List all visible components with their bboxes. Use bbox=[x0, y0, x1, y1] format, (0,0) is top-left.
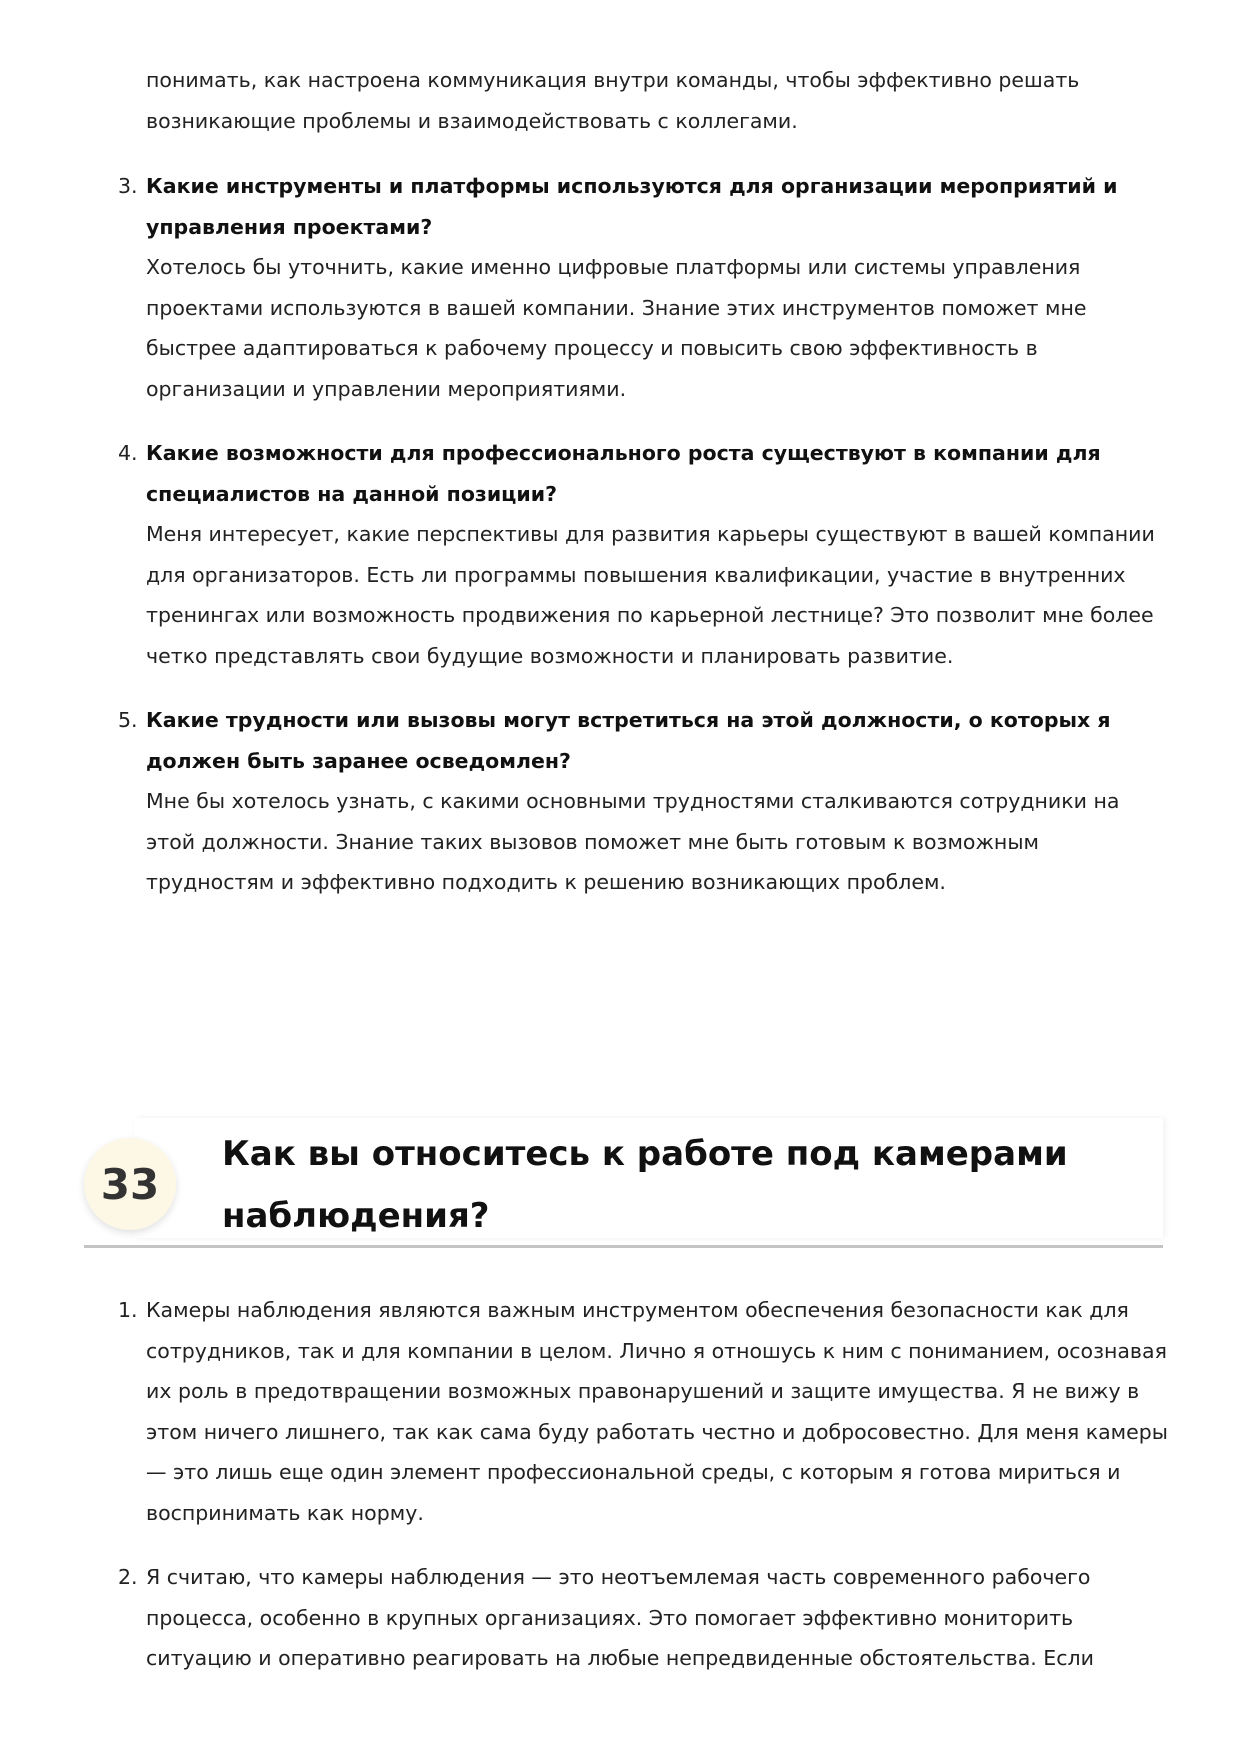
list-item bbox=[118, 700, 1168, 903]
questions-list bbox=[118, 166, 1168, 927]
list-item bbox=[118, 1557, 1168, 1679]
item-number: 4. bbox=[118, 441, 138, 465]
section-title: Как вы относитесь к работе под камерами наблюдения? bbox=[222, 1134, 1068, 1236]
question-body: Меня интересует, какие перспективы для развития карьеры существуют в вашей компании для организаторов. Есть ли программы повышения квалификации, участие в внутренних тренингах или возможность продвижения по карьерной лестнице? Это позволит мне более четко представлять свои будущие возможности и планировать развитие. bbox=[146, 522, 1155, 668]
answer-text: Камеры наблюдения являются важным инструментом обеспечения безопасности как для сотрудников, так и для компании в целом. Лично я отношусь к ним с пониманием, осознавая их роль в предотвращении возможных правонарушений и защите имущества. Я не вижу в этом ничего лишнего, так как сама буду работать честно и добросовестно. Для меня камеры — это лишь еще один элемент профессиональной среды, с которым я готова мириться и воспринимать как норму. bbox=[146, 1298, 1168, 1525]
item-number: 5. bbox=[118, 708, 138, 732]
question-title: Какие инструменты и платформы используются для организации мероприятий и управления проектами? bbox=[146, 174, 1118, 239]
item-number: 1. bbox=[118, 1298, 138, 1322]
list-item bbox=[118, 1290, 1168, 1533]
intro-paragraph: понимать, как настроена коммуникация внутри команды, чтобы эффективно решать возникающие проблемы и взаимодействовать с коллегами. bbox=[146, 68, 1080, 133]
question-body: Мне бы хотелось узнать, с какими основными трудностями сталкиваются сотрудники на этой должности. Знание таких вызовов поможет мне быть готовым к возможным трудностям и эффективно подходить к решению возникающих проблем. bbox=[146, 789, 1120, 894]
question-title: Какие возможности для профессионального роста существуют в компании для специалистов на данной позиции? bbox=[146, 441, 1101, 506]
answers-list bbox=[118, 1290, 1168, 1703]
question-title: Какие трудности или вызовы могут встретиться на этой должности, о которых я должен быть заранее осведомлен? bbox=[146, 708, 1111, 773]
item-number: 3. bbox=[118, 174, 138, 198]
item-number: 2. bbox=[118, 1565, 138, 1589]
section-number-badge: 33 bbox=[84, 1138, 176, 1230]
question-body: Хотелось бы уточнить, какие именно цифровые платформы или системы управления проектами используются в вашей компании. Знание этих инструментов поможет мне быстрее адаптироваться к рабочему процессу и повысить свою эффективность в организации и управлении мероприятиями. bbox=[146, 255, 1087, 401]
section-divider bbox=[84, 1245, 1163, 1248]
section-header bbox=[84, 1118, 1163, 1244]
list-item bbox=[118, 433, 1168, 676]
answer-text: Я считаю, что камеры наблюдения — это неотъемлемая часть современного рабочего процесса, особенно в крупных организациях. Это помогает эффективно мониторить ситуацию и оперативно реагировать на любые непредвиденные обстоятельства. Если bbox=[146, 1565, 1094, 1670]
list-item bbox=[118, 166, 1168, 409]
